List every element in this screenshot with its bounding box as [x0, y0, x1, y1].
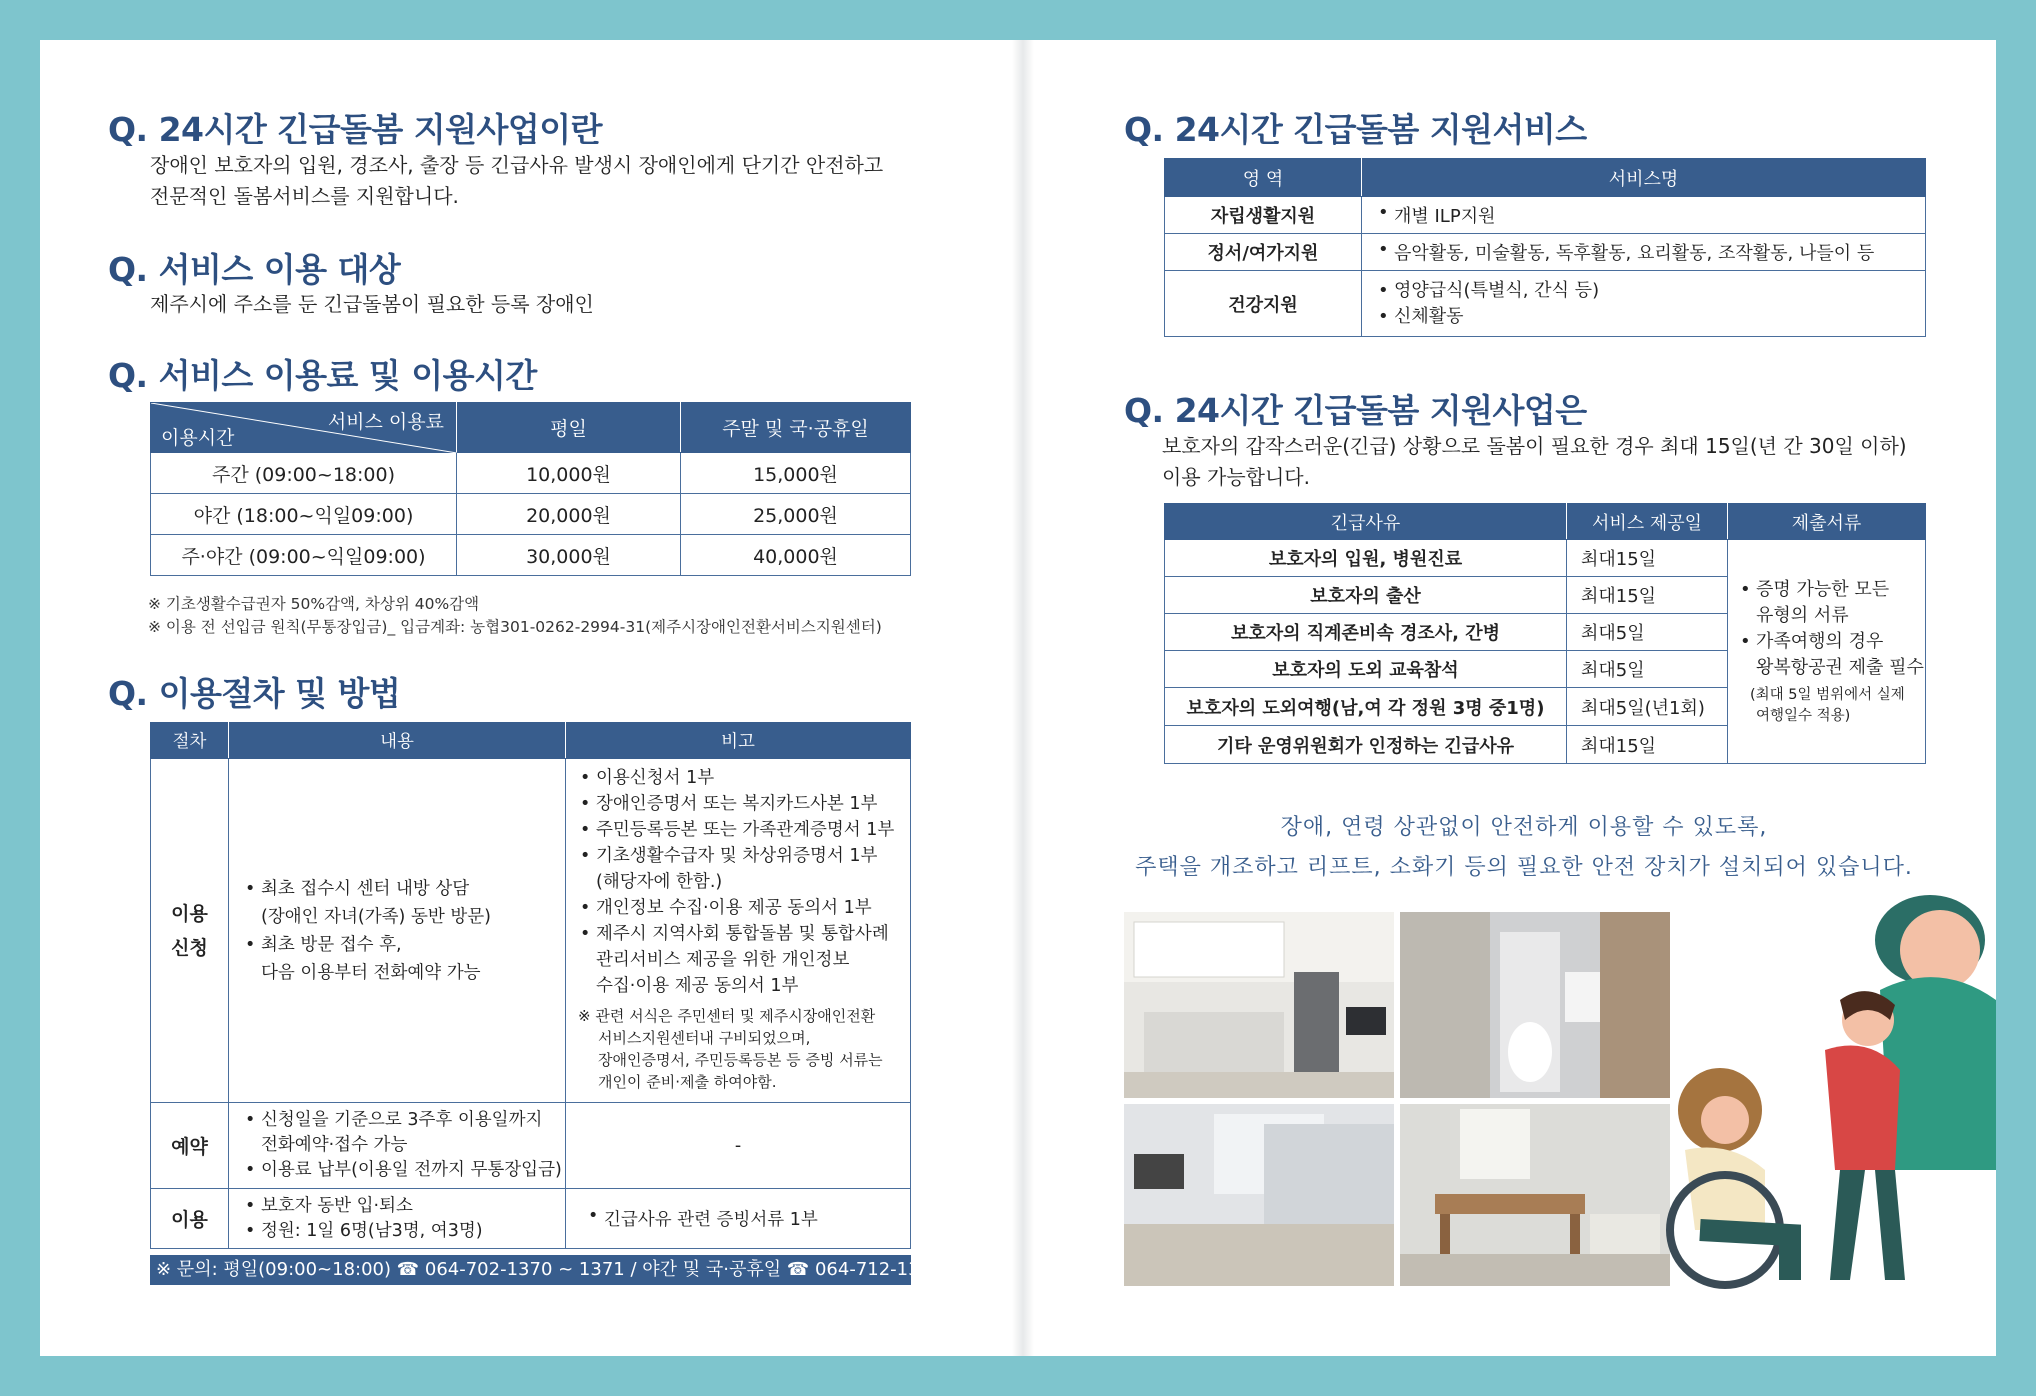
table-row	[151, 1103, 911, 1189]
page-fold	[1012, 40, 1034, 1356]
svc-header-name: 서비스명	[1362, 159, 1926, 197]
list-item: • 정원: 1일 6명(남3명, 여3명)	[243, 1219, 565, 1244]
list-item-cont: (장애인 자녀(가족) 동반 방문)	[261, 906, 491, 927]
fee-weekday: 10,000원	[457, 453, 681, 494]
table-row	[1165, 540, 1926, 577]
proc-header-remark: 비고	[566, 723, 911, 759]
q6-text	[1162, 431, 1907, 493]
fee-table	[150, 402, 911, 576]
emg-reason: 보호자의 직계존비속 경조사, 간병	[1165, 614, 1567, 651]
emg-days: 최대5일(년1회)	[1567, 688, 1728, 726]
svc-area: 건강지원	[1165, 271, 1362, 337]
q6-line1: 보호자의 갑작스러운(긴급) 상황으로 돌봄이 필요한 경우 최대 15일(년 간 30일 이하)	[1162, 434, 1907, 458]
proc-step-use: 이용	[151, 1189, 229, 1249]
q2-title: Q. 서비스 이용 대상	[108, 250, 401, 289]
emg-reason: 기타 운영위원회가 인정하는 긴급사유	[1165, 726, 1567, 764]
table-row	[151, 494, 911, 535]
q4-title: Q. 이용절차 및 방법	[108, 674, 401, 713]
svc-items	[1362, 271, 1926, 337]
table-row	[151, 759, 911, 1103]
step-line: 이용	[171, 902, 208, 925]
proc-remark-apply	[566, 759, 911, 1103]
list-item-cont: 관리서비스 제공을 위한 개인정보	[596, 950, 850, 970]
table-row	[1165, 271, 1926, 337]
table-row	[1165, 234, 1926, 271]
fee-header-weekend: 주말 및 국·공휴일	[681, 403, 911, 453]
service-table	[1164, 158, 1926, 337]
list-item: • 주민등록등본 또는 가족관계증명서 1부	[578, 817, 910, 843]
emg-header-days: 서비스 제공일	[1567, 504, 1728, 540]
list-item-cont: 다음 이용부터 전화예약 가능	[261, 962, 481, 983]
procedure-table	[150, 722, 911, 1249]
emg-header-docs: 제출서류	[1728, 504, 1926, 540]
remark-note	[578, 1005, 910, 1093]
list-item: • 이용료 납부(이용일 전까지 무통장입금)	[243, 1158, 565, 1183]
emg-reason: 보호자의 입원, 병원진료	[1165, 540, 1567, 577]
fee-weekday: 30,000원	[457, 535, 681, 576]
proc-header-step: 절차	[151, 723, 229, 759]
remark-note-line: 장애인증명서, 주민등록등본 등 증빙 서류는	[598, 1051, 883, 1069]
q6-title: Q. 24시간 긴급돌봄 지원사업은	[1124, 391, 1587, 430]
svc-items	[1362, 197, 1926, 234]
bathroom-photo	[1400, 912, 1670, 1098]
emg-days: 최대5일	[1567, 651, 1728, 688]
proc-header-content: 내용	[229, 723, 566, 759]
list-item-cont: 수집·이용 제공 동의서 1부	[596, 976, 799, 996]
list-item: • 제주시 지역사회 통합돌봄 및 통합사례	[578, 921, 910, 947]
list-item: • 최초 방문 접수 후,	[243, 931, 565, 959]
step-line: 신청	[171, 936, 208, 959]
proc-content-reserve	[229, 1103, 566, 1189]
q5-title: Q. 24시간 긴급돌봄 지원서비스	[1124, 110, 1587, 149]
slogan-line2: 주택을 개조하고 리프트, 소화기 등의 필요한 안전 장치가 설치되어 있습니다.	[1135, 855, 1913, 880]
dining-photo	[1400, 1104, 1670, 1286]
kitchen-photo	[1124, 912, 1394, 1098]
svc-items	[1362, 234, 1926, 271]
q1-line1: 장애인 보호자의 입원, 경조사, 출장 등 긴급사유 발생시 장애인에게 단기간 안전하고	[150, 153, 884, 177]
table-row	[151, 535, 911, 576]
list-item: • 이용신청서 1부	[578, 765, 910, 791]
proc-remark-use	[566, 1189, 911, 1249]
q6-line2: 이용 가능합니다.	[1162, 465, 1310, 489]
svc-area: 정서/여가지원	[1165, 234, 1362, 271]
proc-remark-reserve: -	[566, 1103, 911, 1189]
list-item: • 최초 접수시 센터 내방 상담	[243, 875, 565, 903]
proc-step-reserve: 예약	[151, 1103, 229, 1189]
fee-diag-header	[151, 403, 457, 453]
list-item: • 음악활동, 미술활동, 독후활동, 요리활동, 조작활동, 나들이 등	[1376, 239, 1925, 265]
fee-notes	[148, 593, 882, 639]
fee-weekend: 15,000원	[681, 453, 911, 494]
list-item-cont: 왕복항공권 제출 필수	[1756, 656, 1924, 678]
list-item: • 개인정보 수집·이용 제공 동의서 1부	[578, 895, 910, 921]
fee-header-top: 서비스 이용료	[327, 411, 444, 433]
fee-weekday: 20,000원	[457, 494, 681, 535]
list-item: • 영양급식(특별식, 간식 등)	[1376, 278, 1925, 304]
docs-note-line: 여행일수 적용)	[1756, 707, 1851, 724]
list-item-cont: (해당자에 한함.)	[596, 872, 723, 892]
remark-note-line: 서비스지원센터내 구비되었으며,	[598, 1029, 811, 1047]
emg-reason: 보호자의 출산	[1165, 577, 1567, 614]
emg-header-reason: 긴급사유	[1165, 504, 1567, 540]
q2-text: 제주시에 주소를 둔 긴급돌봄이 필요한 등록 장애인	[150, 292, 594, 316]
proc-step-apply	[151, 759, 229, 1103]
fee-note-1: ※ 기초생활수급권자 50%감액, 차상위 40%감액	[148, 595, 480, 613]
list-item: • 신청일을 기준으로 3주후 이용일까지	[243, 1108, 565, 1133]
list-item: • 긴급사유 관련 증빙서류 1부	[586, 1206, 910, 1231]
list-item: • 개별 ILP지원	[1376, 202, 1925, 228]
emg-reason: 보호자의 도외여행(남,여 각 정원 3명 중1명)	[1165, 688, 1567, 726]
fee-header-weekday: 평일	[457, 403, 681, 453]
proc-content-apply	[229, 759, 566, 1103]
list-item: • 가족여행의 경우	[1738, 629, 1925, 655]
q1-line2: 전문적인 돌봄서비스를 지원합니다.	[150, 184, 459, 208]
people-illustration	[1640, 870, 1996, 1300]
list-item: • 기초생활수급자 및 차상위증명서 1부	[578, 843, 910, 869]
slogan-line1: 장애, 연령 상관없이 안전하게 이용할 수 있도록,	[1280, 815, 1768, 840]
fee-note-2: ※ 이용 전 선입금 원칙(무통장입금)_ 입금계좌: 농협301-0262-2994-31(제주시장애인전환서비스지원센터)	[148, 618, 882, 636]
list-item: • 신체활동	[1376, 304, 1925, 330]
fee-time: 야간 (18:00~익일09:00)	[151, 494, 457, 535]
fee-time: 주·야간 (09:00~익일09:00)	[151, 535, 457, 576]
remark-note-line: 개인이 준비·제출 하여야함.	[598, 1073, 777, 1091]
q1-title: Q. 24시간 긴급돌봄 지원사업이란	[108, 110, 603, 149]
bedroom-photo	[1124, 1104, 1394, 1286]
q3-title: Q. 서비스 이용료 및 이용시간	[108, 356, 537, 395]
emg-docs	[1728, 540, 1926, 764]
list-item: • 보호자 동반 입·퇴소	[243, 1194, 565, 1219]
table-row	[151, 1189, 911, 1249]
emg-days: 최대15일	[1567, 577, 1728, 614]
contact-bar: ※ 문의: 평일(09:00~18:00) ☎ 064-702-1370 ~ 1371 / 야간 및 국·공휴일 ☎ 064-712-1370	[150, 1255, 911, 1285]
svc-area: 자립생활지원	[1165, 197, 1362, 234]
emergency-table	[1164, 503, 1926, 764]
list-item-cont: 전화예약·접수 가능	[261, 1135, 408, 1155]
fee-weekend: 40,000원	[681, 535, 911, 576]
table-row	[1165, 197, 1926, 234]
emg-days: 최대5일	[1567, 614, 1728, 651]
docs-note	[1738, 685, 1925, 727]
list-item: • 증명 가능한 모든	[1738, 577, 1925, 603]
docs-note-line: (최대 5일 범위에서 실제	[1750, 686, 1905, 703]
q1-text	[150, 150, 883, 212]
fee-time: 주간 (09:00~18:00)	[151, 453, 457, 494]
svc-header-area: 영 역	[1165, 159, 1362, 197]
list-item-cont: 유형의 서류	[1756, 604, 1849, 626]
remark-note-line: ※ 관련 서식은 주민센터 및 제주시장애인전환	[578, 1007, 876, 1025]
table-row	[151, 453, 911, 494]
emg-reason: 보호자의 도외 교육참석	[1165, 651, 1567, 688]
proc-content-use	[229, 1189, 566, 1249]
emg-days: 최대15일	[1567, 540, 1728, 577]
emg-days: 최대15일	[1567, 726, 1728, 764]
fee-header-bottom: 이용시간	[161, 427, 235, 449]
fee-weekend: 25,000원	[681, 494, 911, 535]
list-item: • 장애인증명서 또는 복지카드사본 1부	[578, 791, 910, 817]
